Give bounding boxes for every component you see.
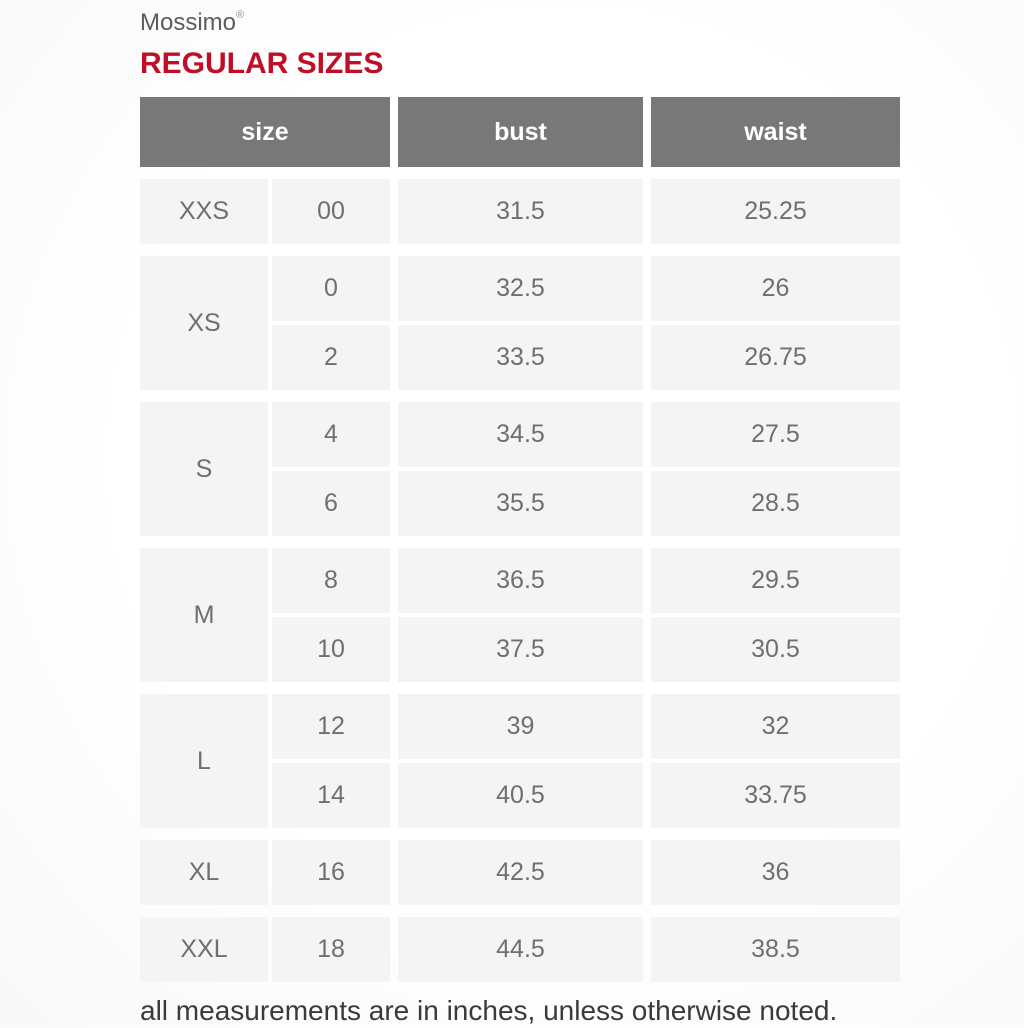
registered-trademark: ® [236, 9, 245, 21]
waist-value-cell: 28.5 [651, 471, 900, 536]
size-number-cell: 2 [272, 325, 390, 390]
size-number-cell: 4 [272, 402, 390, 467]
bust-value-cell: 32.5 [398, 256, 643, 321]
size-number-cell: 10 [272, 617, 390, 682]
waist-value-cell: 33.75 [651, 763, 900, 828]
waist-value-cell: 36 [651, 840, 900, 905]
bust-value-cell: 34.5 [398, 402, 643, 467]
size-number-cell: 8 [272, 548, 390, 613]
size-number-cell: 6 [272, 471, 390, 536]
bust-value-cell: 39 [398, 694, 643, 759]
bust-value-cell: 37.5 [398, 617, 643, 682]
waist-value-cell: 27.5 [651, 402, 900, 467]
measurement-note: all measurements are in inches, unless otherwise noted. [140, 995, 838, 1026]
brand-line [140, 8, 900, 38]
bust-value-cell: 33.5 [398, 325, 643, 390]
size-group-s [140, 402, 900, 536]
bust-value-cell: 31.5 [398, 179, 643, 244]
table-header-row [140, 97, 900, 167]
size-number-cell: 00 [272, 179, 390, 244]
size-number-cell: 16 [272, 840, 390, 905]
waist-value-cell: 25.25 [651, 179, 900, 244]
bust-value-cell: 44.5 [398, 917, 643, 982]
bust-value-cell: 40.5 [398, 763, 643, 828]
size-group-xs [140, 256, 900, 390]
size-group-xxs [140, 179, 900, 244]
size-letter-cell: XXS [140, 179, 268, 244]
size-letter-cell: L [140, 694, 268, 828]
waist-value-cell: 29.5 [651, 548, 900, 613]
bust-value-cell: 36.5 [398, 548, 643, 613]
page-title: REGULAR SIZES [140, 47, 384, 80]
column-header-bust: bust [398, 97, 643, 167]
size-letter-cell: M [140, 548, 268, 682]
waist-value-cell: 32 [651, 694, 900, 759]
size-letter-cell: XS [140, 256, 268, 390]
bust-value-cell: 35.5 [398, 471, 643, 536]
size-table [140, 97, 900, 982]
size-number-cell: 12 [272, 694, 390, 759]
waist-value-cell: 26.75 [651, 325, 900, 390]
size-chart-page [140, 0, 900, 1028]
size-number-cell: 18 [272, 917, 390, 982]
size-number-cell: 0 [272, 256, 390, 321]
size-number-cell: 14 [272, 763, 390, 828]
column-header-waist: waist [651, 97, 900, 167]
size-letter-cell: XXL [140, 917, 268, 982]
column-header-size: size [140, 97, 390, 167]
size-group-m [140, 548, 900, 682]
size-letter-cell: S [140, 402, 268, 536]
size-group-l [140, 694, 900, 828]
brand-name: Mossimo [140, 9, 237, 36]
size-group-xxl [140, 917, 900, 982]
waist-value-cell: 30.5 [651, 617, 900, 682]
waist-value-cell: 38.5 [651, 917, 900, 982]
size-letter-cell: XL [140, 840, 268, 905]
bust-value-cell: 42.5 [398, 840, 643, 905]
size-group-xl [140, 840, 900, 905]
waist-value-cell: 26 [651, 256, 900, 321]
